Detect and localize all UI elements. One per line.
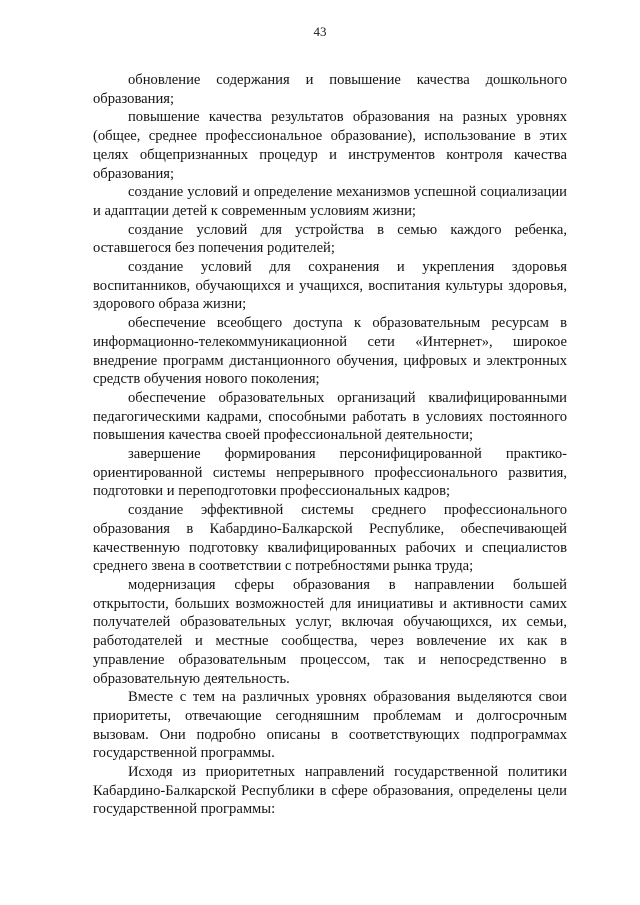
paragraph-4: создание условий для устройства в семью каждого ребенка, оставшегося без попечения родителей;	[93, 221, 567, 257]
paragraph-9: создание эффективной системы среднего профессионального образования в Кабардино-Балкарской Республике, обеспечивающей качественную подготовку квалифицированных рабочих и специалистов среднего звена в соответствии с потребностями рынка труда;	[93, 502, 567, 575]
paragraph-6: обеспечение всеобщего доступа к образовательным ресурсам в информационно-телекоммуникационной сети «Интернет», широкое внедрение программ дистанционного обучения, цифровых и электронных средств обучения нового поколения;	[93, 315, 567, 388]
paragraph-3: создание условий и определение механизмов успешной социализации и адаптации детей к современным условиям жизни;	[93, 184, 567, 219]
paragraph-11: Вместе с тем на различных уровнях образования выделяются свои приоритеты, отвечающие сегодняшним проблемам и долгосрочным вызовам. Они подробно описаны в соответствующих подпрограммах государственной программы.	[93, 689, 567, 762]
paragraph-2: повышение качества результатов образования на разных уровнях (общее, среднее профессиональное образование), использование в этих целях общепризнанных процедур и инструментов контроля качества образования;	[93, 109, 567, 182]
paragraph-8: завершение формирования персонифицированной практико-ориентированной системы непрерывного профессионального развития, подготовки и переподготовки профессиональных кадров;	[93, 446, 567, 500]
paragraph-12: Исходя из приоритетных направлений государственной политики Кабардино-Балкарской Республики в сфере образования, определены цели государственной программы:	[93, 764, 567, 818]
page-number: 43	[313, 24, 327, 39]
paragraph-10: модернизация сферы образования в направлении большей открытости, больших возможностей для инициативы и активности самих получателей образовательных услуг, включая обучающихся, их семьи, работодателей и местные сообщества, через вовлечение их как в управление образовательным процессом, так и непосредственно в образовательную деятельность.	[93, 576, 567, 687]
document-body	[93, 71, 567, 819]
paragraph-5: создание условий для сохранения и укрепления здоровья воспитанников, обучающихся и учащихся, воспитания культуры здоровья, здорового образа жизни;	[93, 259, 567, 313]
paragraph-7: обеспечение образовательных организаций квалифицированными педагогическими кадрами, способными работать в условиях постоянного повышения качества своей профессиональной деятельности;	[93, 389, 567, 444]
paragraph-1: обновление содержания и повышение качества дошкольного образования;	[93, 72, 567, 107]
